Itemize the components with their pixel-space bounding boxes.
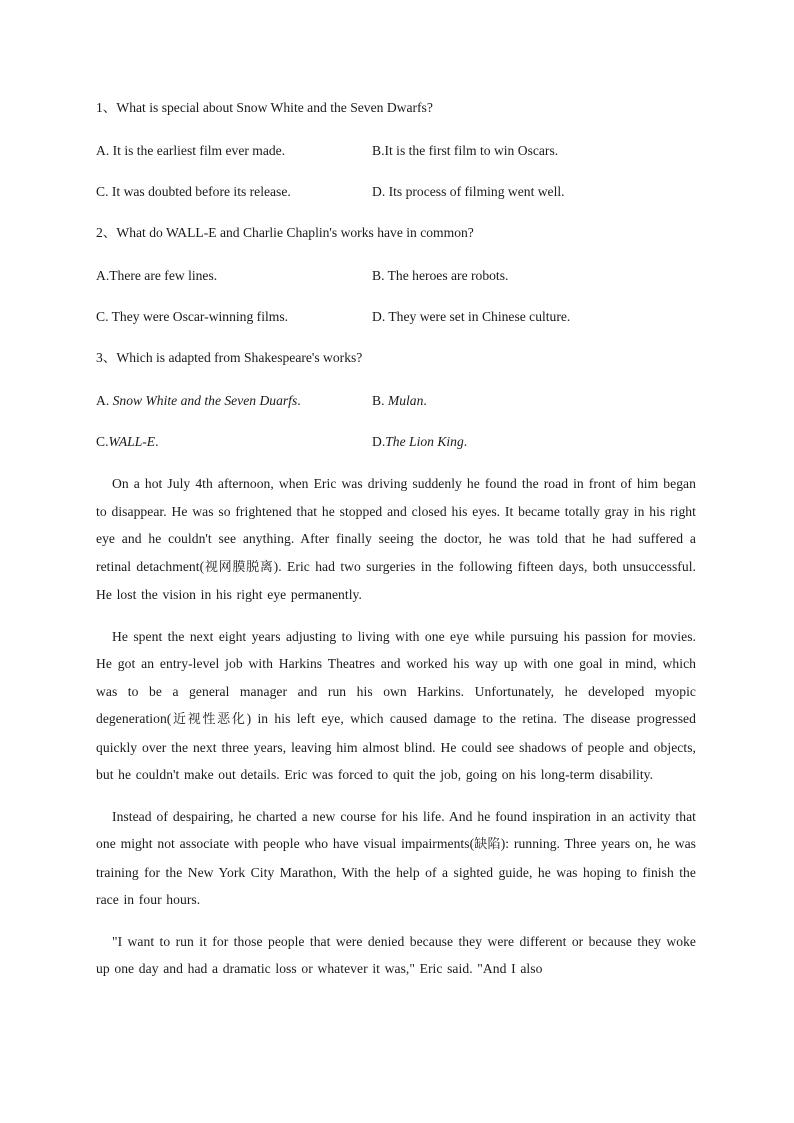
question-2-stem: 2、What do WALL-E and Charlie Chaplin's works have in common? (96, 225, 474, 240)
question-1-options-row-1 (96, 138, 696, 163)
option-d-title: The Lion King (385, 434, 464, 449)
paragraph-1-gloss: 视网膜脱离 (204, 559, 274, 575)
paragraph-2-text-b: ) in his left eye, which caused damage to the retina. The disease progressed quickly over the next three years, leaving him almost blind. He could see shadows of people and objects, but he couldn't make out details. Eric was forced to quit the job, going on his long-term disability. (96, 711, 696, 782)
passage-paragraph-2 (96, 623, 696, 789)
option-c-suffix: . (155, 434, 159, 449)
question-1-stem: 1、What is special about Snow White and the Seven Dwarfs? (96, 100, 433, 115)
question-1-option-a: A. It is the earliest film ever made. (96, 143, 286, 158)
question-2-options-row-2 (96, 304, 696, 329)
passage-paragraph-4 (96, 928, 696, 984)
question-3-options-row-2 (96, 429, 696, 454)
question-2-option-d: D. They were set in Chinese culture. (372, 309, 571, 324)
paragraph-4-text-a: "I want to run it for those people that were denied because they were different or because they woke up one day and had a dramatic loss or whatever it was," Eric said. "And I also (96, 933, 696, 976)
question-3-option-c (96, 429, 159, 454)
option-a-title: Snow White and the Seven Duarfs (112, 393, 298, 408)
question-1-option-b: B.It is the first film to win Oscars. (372, 143, 559, 158)
option-b-prefix: B. (372, 393, 388, 408)
question-1-option-c: C. It was doubted before its release. (96, 184, 291, 199)
question-2-option-a: A.There are few lines. (96, 268, 218, 283)
paragraph-3-gloss: 缺陷 (474, 837, 501, 852)
option-a-suffix: . (297, 393, 301, 408)
question-2-option-b: B. The heroes are robots. (372, 268, 509, 283)
paragraph-2-text-a: He spent the next eight years adjusting to living with one eye while pursuing his passion for movies. He got an entry-level job with Harkins Theatres and worked his way up with one goal in mind, which was to be a general manager and run his own Harkins. Unfortunately, he developed myopic degeneration( (96, 628, 696, 726)
option-b-suffix: . (423, 393, 427, 408)
question-3-options-row-1 (96, 388, 696, 413)
question-2-options-row-1 (96, 263, 696, 288)
question-2-option-c: C. They were Oscar-winning films. (96, 309, 289, 324)
question-3-stem: 3、Which is adapted from Shakespeare's works? (96, 350, 363, 365)
paragraph-1-text-b: ). Eric had two surgeries in the following fifteen days, both unsuccessful. He lost the vision in his right eye permanently. (96, 558, 696, 602)
passage-paragraph-1 (96, 470, 696, 609)
paragraph-3-text-a: Instead of despairing, he charted a new course for his life. And he found inspiration in an activity that one might not associate with people who have visual impairments( (96, 808, 696, 851)
option-c-title: WALL-E (108, 434, 156, 449)
option-a-prefix: A. (96, 393, 113, 408)
question-1-option-d: D. Its process of filming went well. (372, 184, 565, 199)
paragraph-1-text-a: On a hot July 4th afternoon, when Eric was driving suddenly he found the road in front of him began to disappear. He was so frightened that he stopped and closed his eyes. It became totally gray in his right eye and he couldn't see anything. After finally seeing the doctor, he was told that he had suffered a retinal detachment( (96, 476, 696, 574)
option-d-prefix: D. (372, 434, 386, 449)
paragraph-3-text-b: ): running. Three years on, he was training for the New York City Marathon, With the help of a sighted guide, he was hoping to finish the race in four hours. (96, 836, 696, 907)
question-3-option-b (372, 388, 427, 413)
paragraph-2-gloss: 近视性恶化 (171, 712, 247, 727)
question-1-options-row-2 (96, 179, 696, 204)
question-3-option-d (372, 429, 467, 454)
passage-paragraph-3 (96, 803, 696, 914)
question-3-option-a (96, 388, 301, 413)
document-content (96, 95, 696, 998)
option-d-suffix: . (463, 434, 468, 449)
option-b-title: Mulan (387, 393, 424, 408)
option-c-prefix: C. (96, 434, 109, 449)
